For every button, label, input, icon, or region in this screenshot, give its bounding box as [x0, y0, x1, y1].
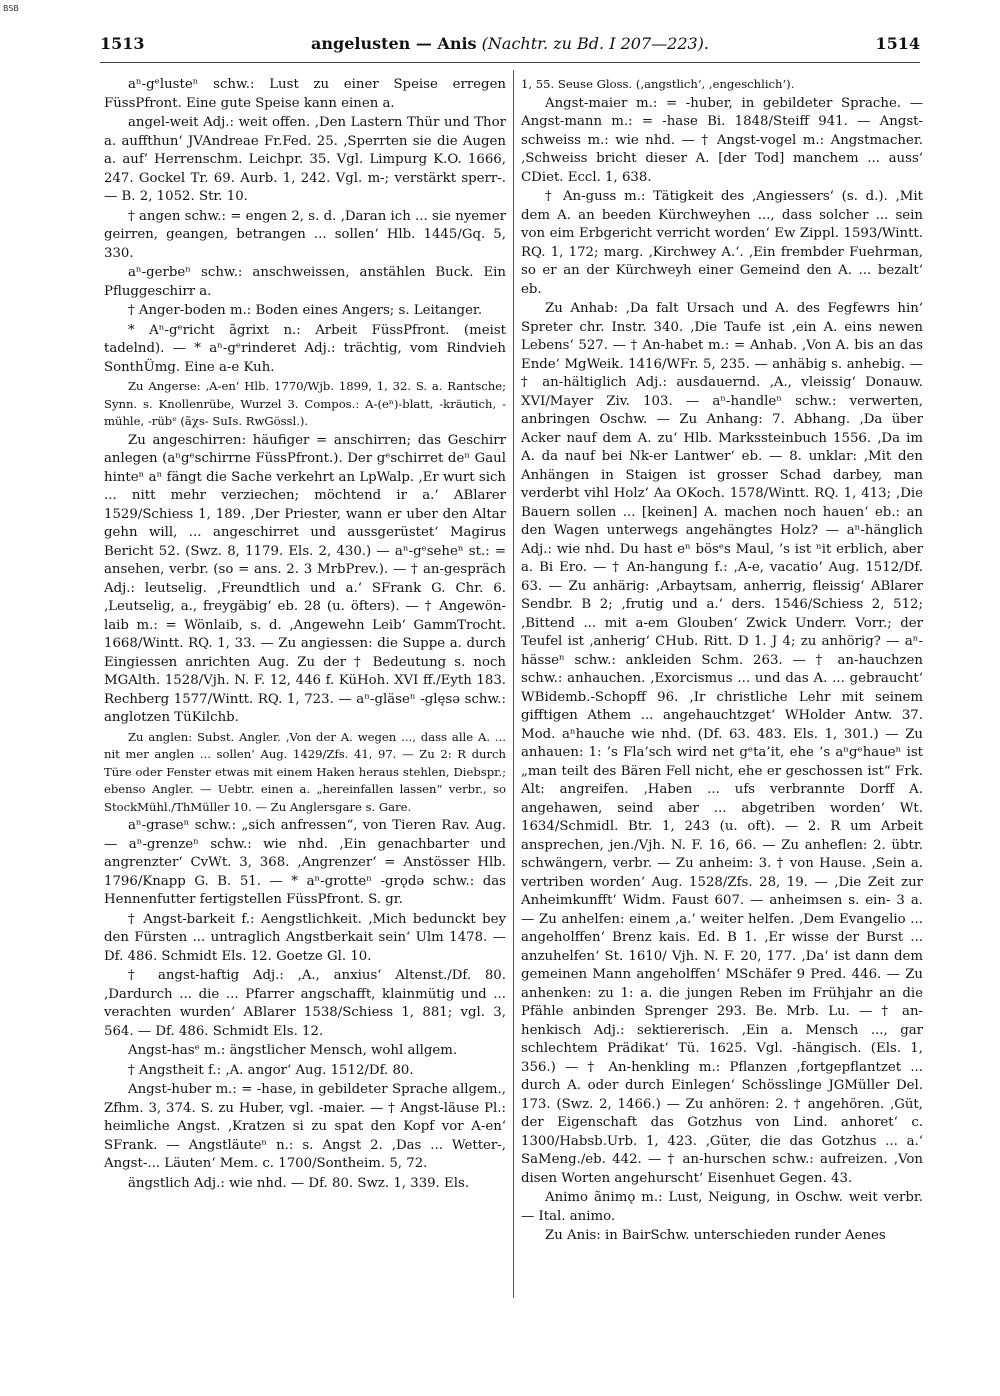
dictionary-entry: aⁿ-gerbeⁿ schw.: anschweissen, anstählen Buck. Ein Pfluggeschirr a. — [104, 265, 506, 299]
dictionary-entry: Zu Anis: in BairSchw. unterschieden runder Aenes — [545, 1228, 886, 1243]
left-column — [104, 76, 506, 1194]
header-rule — [100, 62, 920, 63]
page-header — [100, 34, 920, 58]
dictionary-entry: * Aⁿ-gᵉricht ãgrixt n.: Arbeit FüssPfront. (meist tadelnd). — * aⁿ-gᵉrinderet Adj.: trächtig, vom Rindvieh SonthÜmg. Eine a-e Kuh. — [104, 322, 506, 375]
dictionary-entry: Animo ãnimǫ m.: Lust, Neigung, in Oschw. weit verbr. — Ital. animo. — [521, 1190, 923, 1224]
dictionary-entry: Angst-hasᵉ m.: ängstlicher Mensch, wohl allgem. — [128, 1043, 458, 1058]
dictionary-entry: ängstlich Adj.: wie nhd. — Df. 80. Swz. 1, 339. Els. — [128, 1175, 470, 1191]
dictionary-entry: Zu Angerse: ‚A-en‘ Hlb. 1770/Wjb. 1899, 1, 32. S. a. Rantsche; Synn. s. Knollenrübe, Wurzel 3. Compos.: A-(eⁿ)-blatt, -kräutich, -mühle, -rübᵉ (ãχs- SuIs. RwGössl.). — [104, 379, 506, 428]
dictionary-entry: Zu angeschirren: häufiger = anschirren; das Geschirr anlegen (aⁿgᵉschirrne FüssPfront.). Der gᵉschirret deⁿ Gaul hinteⁿ aⁿ fängt die Sache verkehrt an LpWalp. ‚Er wurt sich ... nitt mehr verziechen; möchtend ir a.‘ ABlarer 1529/Schiess 1, 189. ‚Der Priester, wann er uber den Altar gehn will, ... angeschirret und aussgerüstet‘ Magirus Bericht 52. (Swz. 8, 1179. Els. 2, 430.) — aⁿ-gᵉseheⁿ st.: = ansehen, verbr. (so = ans. 2. 3 MrbPrev.). — † an-gespräch Adj.: leutselig. ‚Freundtlich und a.‘ SFrank G. Chr. 6. ‚Leutselig, a., freygäbig‘ eb. 28 (u. öfters). — † Angewön-laib m.: = Wönlaib, s. d. ‚Angewehn Leib‘ GammTrocht. 1668/Wintt. RQ. 1, 33. — Zu angiessen: die Suppe a. durch Eingiessen anrichten Aug. Zu der † Bedeutung s. noch MGAlth. 1528/Vjh. N. F. 12, 446 f. KüHoh. XVI ff./Eyth 183. Rechberg 1577/Wintt. RQ. 1, 723. — aⁿ-gläseⁿ -glęsə schw.: anglotzen TüKilchb. — [104, 432, 506, 725]
dictionary-entry: Zu Anhab: ‚Da falt Ursach und A. des Fegfewrs hin‘ Spreter chr. Instr. 340. ‚Die Taufe ist ‚ein A. eins newen Lebens‘ 527. — † An-habet m.: = Anhab. ‚Von A. bis an das Ende‘ MgWeik. 1416/WFr. 5, 235. — anhäbig s. anhebig. — † an-hältiglich Adj.: ausdauernd. ‚A., vleissig‘ Donauw. XVI/Mayer Ziv. 103. — aⁿ-handleⁿ schw.: verwerten, anbringen Oschw. — Zu Anhang: 7. Abhang. ‚Da über Acker nauf dem A. zu‘ Hlb. Markssteinbuch 1556. ‚Da im A. da nauf bei Nk-er Lantwer‘ eb. — 8. unklar: ‚Mit den Anhängen in Staigen ist grosser Schad darbey, man verderbt vihl Holz‘ Aa OKoch. 1578/Wintt. RQ. 1, 413; ‚Die Bauern sollen ... [keinen] A. machen noch hauen‘ eb.: an den Wagen unterwegs angehängtes Holz? — aⁿ-hänglich Adj.: wie nhd. Du hast eⁿ bösᵉs Maul, ’s ist ⁿit erblich, aber a. Bi Ero. — † An-hangung f.: ‚A-e, vacatio‘ Aug. 1512/Df. 63. — Zu anhärig: ‚Arbaytsam, anherrig, fleissig‘ ABlarer Sendbr. B 2; ‚frutig und a.‘ ders. 1546/Schiess 2, 512; ‚Bittend ... mit a-em Glouben‘ Zwick Underr. Vorr.; der Teufel ist ‚anherig‘ CHub. Ritt. D 1. J 4; zu anhörig? — aⁿ-hässeⁿ schw.: ankleiden Schm. 263. — † an-hauchzen schw.: anhauchen. ‚Exorcismus ... und das A. ... gebraucht‘ WBidemb.-Schopff 96. ‚Ir christliche Lehr mit seinem gifftigen Athem ... angehauchtzget‘ WHolder Antw. 37. Mod. aⁿhauche wie nhd. (Df. 63. 483. Els. 1, 301.) — Zu anhauen: 1: ’s Fla’sch wird net gᵉta’it, ehe ’s aⁿgᵉhaueⁿ ist „man teilt des Bären Fell nicht, ehe er geschossen ist“ Frk. Alt: angreifen. ‚Haben ... ufs verbrannte Dorff A. angehawen, seind aber ... abgetriben worden‘ Wt. 1634/Schmidl. Btr. 1, 243 (u. oft). — 2. R um Arbeit ansprechen, jen./Vjh. N. F. 16, 66. — Zu anheflen: 2. übtr. schwängern, verbr. — Zu anheim: 3. † von Hause. ‚Sein a. vertriben worden‘ Aug. 1528/Zfs. 28, 19. — ‚Die Zeit zur Anheimkunfft‘ Widm. Faust 607. — anheimsen s. ein- 3 a. — Zu anhelfen: einem ‚a.‘ weiter helfen. ‚Dem Evangelio ... angeholffen‘ Brenz kais. Ed. B 1. ‚Er wisse der Burst ... anzuhelfen‘ St. 1610/ Vjh. N. F. 20, 177. ‚Da‘ ist dann dem gemeinen Mann angeholffen‘ MSchäfer 9 Pred. 446. — Zu anhenken: zu 1: a. die jungen Reben im Frühjahr an die Pfähle anbinden Sprenger 293. Be. Mrb. Lu. — † an-henkisch Adj.: sektiererisch. ‚Ein a. Mensch ..., gar schlechtem Prädikat‘ Tü. 1625. Vgl. -hängisch. (Els. 1, 356.) — † An-henkling m.: Pflanzen ‚fortgepflantzet ... durch A. oder durch Einlegen‘ Schösslinge JGMüller Del. 173. (Swz. 2, 1466.) — Zu anhören: 2. † angehören. ‚Güt, der Eigenschaft das Gotzhus von Lind. anhoret‘ c. 1300/Habsb.Urb. 1, 423. ‚Güter, die das Gotzhus ... a.‘ SaMeng./eb. 442. — † an-hurschen schw.: aufreizen. ‚Von disen Worten angehurscht‘ Eisenhuet Gegen. 43. — [521, 301, 923, 1186]
dictionary-entry: aⁿ-graseⁿ schw.: „sich anfressen“, von Tieren Rav. Aug. — aⁿ-grenzeⁿ schw.: wie nhd. ‚Ein genachbarter und angrenzter‘ CvWt. 3, 368. ‚Angrenzer‘ = Anstösser Hlb. 1796/Knapp G. B. 51. — * aⁿ-grotteⁿ -grǫdə schw.: das Hennenfutter fertigstellen FüssPfront. S. gr. — [104, 818, 506, 907]
dictionary-entry: † angen schw.: = engen 2, s. d. ‚Daran ich ... sie nyemer geirren, geangen, betrangen ... sollen‘ Hlb. 1445/Gq. 5, 330. — [104, 208, 506, 261]
left-page-number: 1513 — [100, 34, 145, 53]
headword-span: angelusten — Anis — [311, 34, 477, 53]
dictionary-entry: Zu anglen: Subst. Angler. ‚Von der A. wegen ..., dass alle A. ... nit mer anglen ... sollen‘ Aug. 1429/Zfs. 41, 97. — Zu 2: R durch Türe oder Fenster etwas mit einem Haken heraus stehlen, Diebspr.; ebenso Angler. — Uebtr. einen a. „hereinfallen lassen“ verbr., so StockMühl./ThMüller 10. — Zu Anglersgare s. Gare. — [104, 729, 506, 814]
running-head — [100, 34, 920, 53]
right-column — [521, 76, 923, 1247]
dictionary-entry: † An-guss m.: Tätigkeit des ‚Angiessers‘ (s. d.). ‚Mit dem A. an beeden Kürchweyhen ..., dass solcher ... sein von eim Erbgericht verricht worden‘ Ew Zippl. 1593/Wintt. RQ. 1, 172; marg. ‚Kirchwey A.‘. ‚Ein frembder Fuehrman, so er an der Kürchweyh einer Gemeind den A. ... bezalt‘ eb. — [521, 189, 923, 297]
dictionary-entry: 1, 55. Seuse Gloss. (‚angstlich‘, ‚engeschlich‘). — [521, 77, 795, 91]
dictionary-entry: † Angst-barkeit f.: Aengstlichkeit. ‚Mich bedunckt bey den Fürsten ... untraglich Angstberkait sein‘ Ulm 1478. — Df. 486. Schmidt Els. 12. Goetze Gl. 10. — [104, 911, 506, 964]
dictionary-entry: Angst-huber m.: = -hase, in gebildeter Sprache allgem., Zfhm. 3, 374. S. zu Huber, vgl. -maier. — † Angst-läuse Pl.: heimliche Angst. ‚Kratzen si zu spat den Kopf vor A-en‘ SFrank. — Angstläuteⁿ n.: s. Angst 2. ‚Das ... Wetter-, Angst-... Läuten‘ Mem. c. 1700/Sontheim. 5, 72. — [104, 1082, 506, 1171]
dictionary-entry: Angst-maier m.: = -huber, in gebildeter Sprache. — Angst-mann m.: = -hase Bi. 1848/Steiff 941. — Angst-schweiss m.: wie nhd. — † Angst-vogel m.: Angstmacher. ‚Schweiss bricht dieser A. [der Tod] manchem ... auss‘ CDiet. Eccl. 1, 638. — [521, 95, 923, 185]
right-page-number: 1514 — [875, 34, 920, 53]
dictionary-entry: angel-weit Adj.: weit offen. ‚Den Lastern Thür und Thor a. auffthun‘ JVAndreae Fr.Fed. 25. ‚Sperrten sie die Augen a. auf‘ Herrenschm. Leichpr. 35. Vgl. Limpurg K.O. 1666, 247. Gockel Tr. 69. Aurb. 1, 242. Vgl. m-; verstärkt sperr-. — B. 2, 1052. Str. 10. — [104, 115, 506, 204]
library-corner-mark: BSB — [3, 4, 19, 13]
dictionary-entry: † Anger-boden m.: Boden eines Angers; s. Leitanger. — [128, 303, 483, 318]
dictionary-entry: † angst-haftig Adj.: ‚A., anxius‘ Altenst./Df. 80. ‚Dardurch ... die ... Pfarrer angschafft, klainmütig und ... verachten wurden‘ ABlarer 1538/Schiess 1, 881; vgl. 3, 564. — Df. 486. Schmidt Els. 12. — [104, 968, 506, 1039]
column-divider — [513, 70, 514, 1298]
dictionary-entry: † Angstheit f.: ‚A. angor‘ Aug. 1512/Df. 80. — [128, 1062, 414, 1078]
dictionary-entry: aⁿ-gᵉlusteⁿ schw.: Lust zu einer Speise erregen FüssPfront. Eine gute Speise kann einen a. — [104, 77, 506, 111]
running-head-subtitle: (Nachtr. zu Bd. I 207—223). — [481, 34, 709, 53]
